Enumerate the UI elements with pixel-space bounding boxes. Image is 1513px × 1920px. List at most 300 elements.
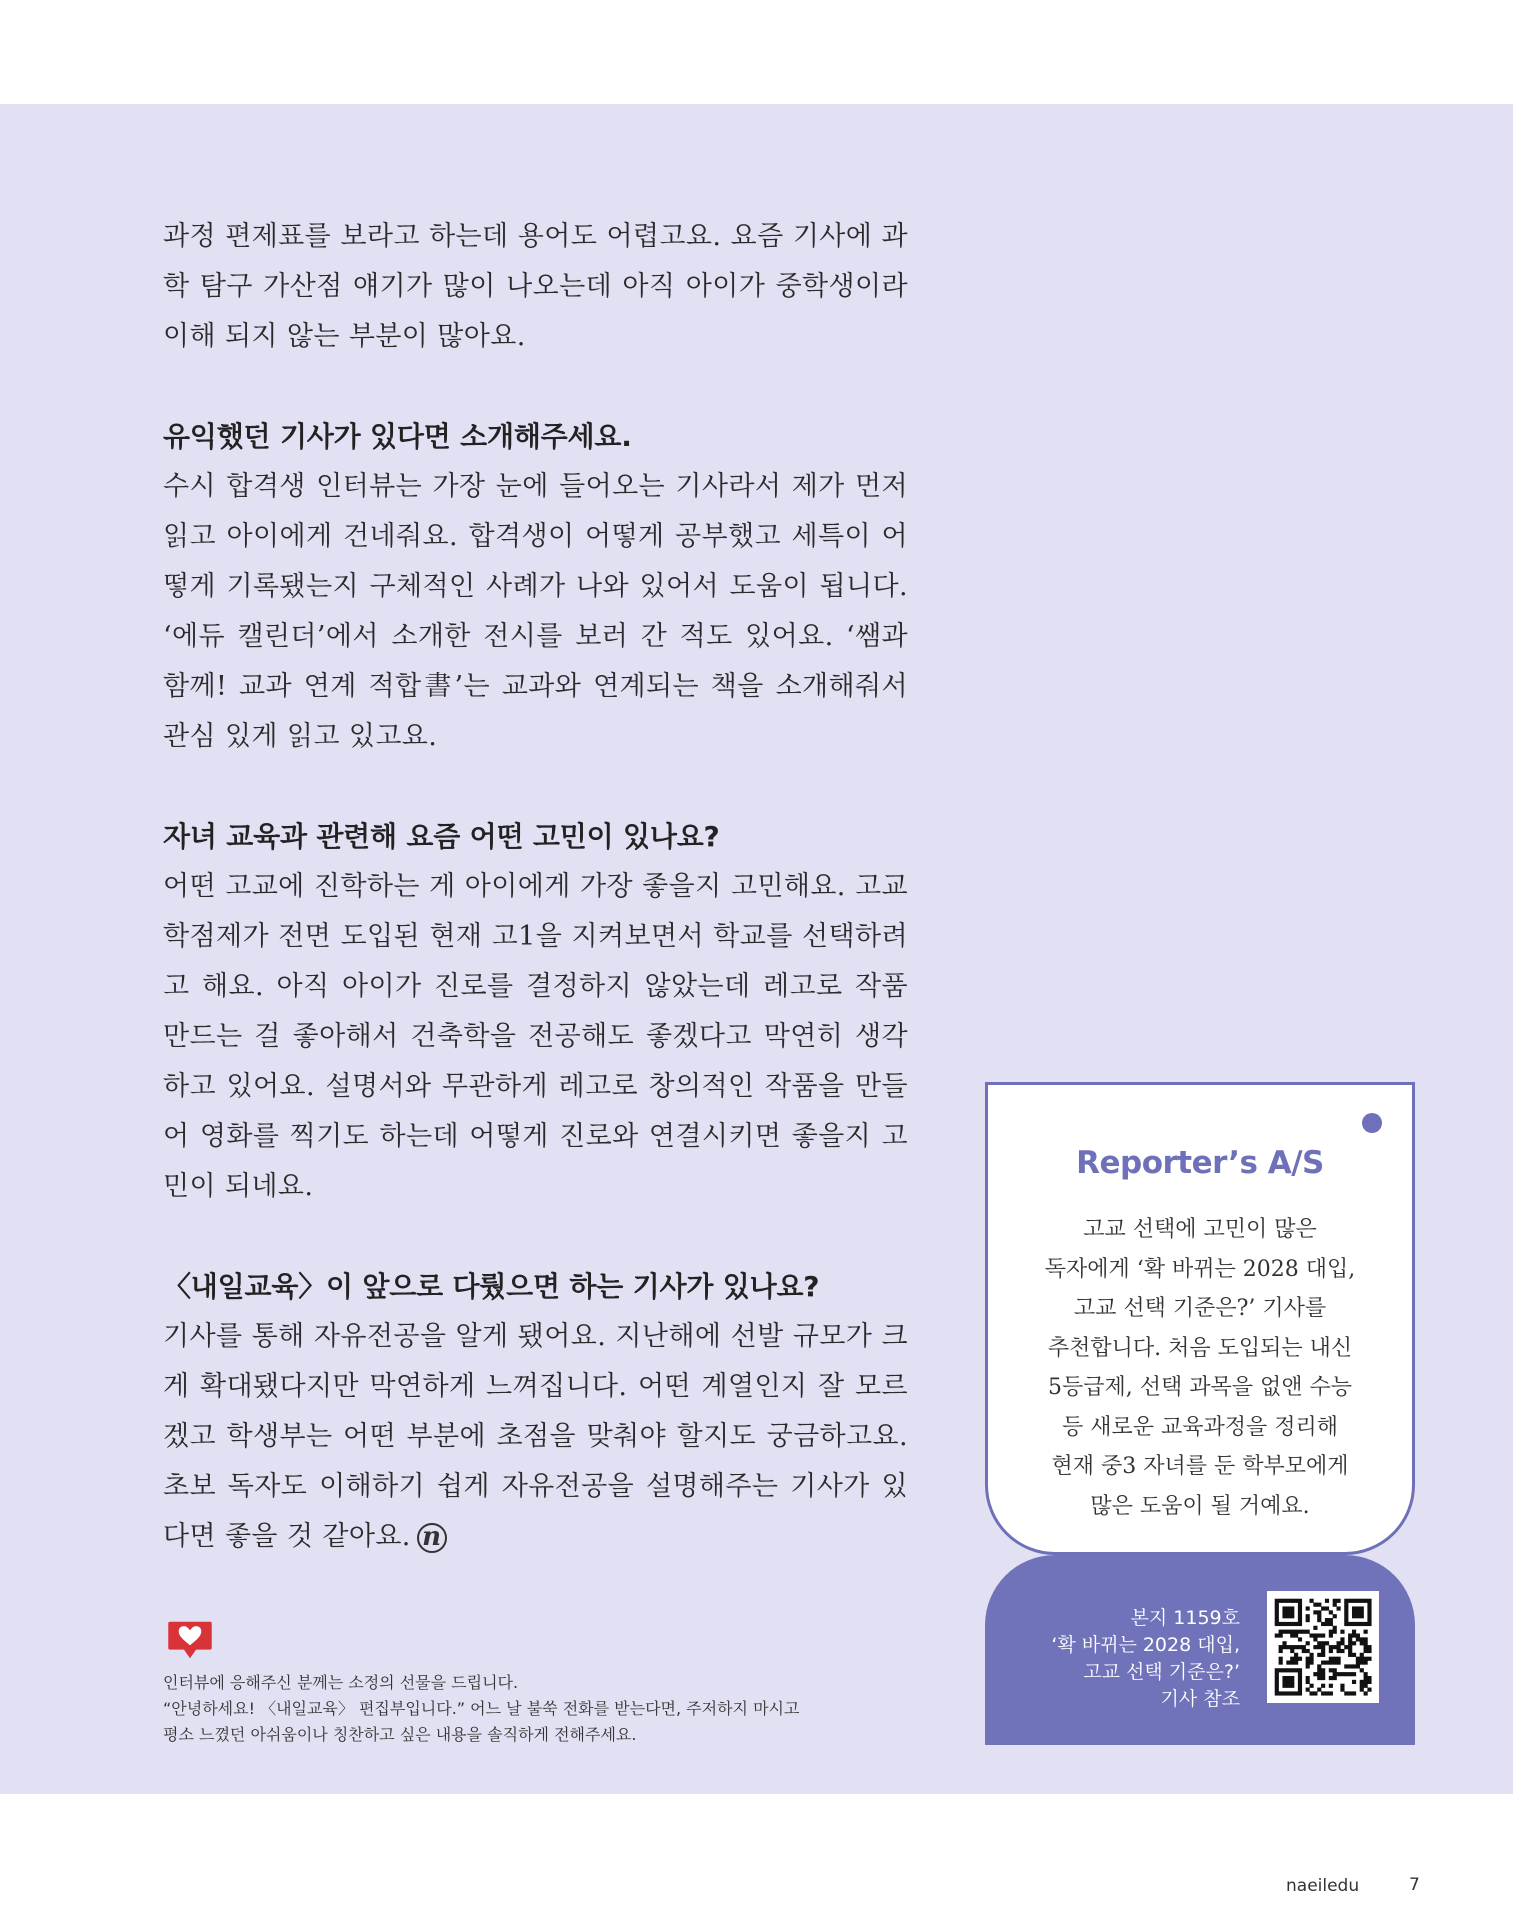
- qr-module: [1367, 1610, 1371, 1614]
- qr-module: [1329, 1633, 1333, 1637]
- qr-module: [1294, 1645, 1298, 1649]
- qr-module: [1367, 1649, 1371, 1653]
- qr-module: [1313, 1645, 1317, 1649]
- qr-module: [1352, 1680, 1356, 1684]
- qr-module: [1309, 1599, 1313, 1603]
- qr-module: [1309, 1653, 1313, 1657]
- question-3: 〈내일교육〉이 앞으로 다뤘으면 하는 기사가 있나요?: [163, 1270, 820, 1303]
- reference-line: 기사 참조: [1160, 1688, 1240, 1710]
- qr-module: [1317, 1676, 1321, 1680]
- qr-module: [1325, 1618, 1329, 1622]
- qr-module: [1298, 1622, 1302, 1626]
- qr-module: [1364, 1637, 1368, 1641]
- qr-module: [1360, 1637, 1364, 1641]
- qr-module: [1282, 1599, 1286, 1603]
- qr-module: [1275, 1688, 1279, 1692]
- qr-module: [1290, 1610, 1294, 1614]
- qr-module: [1344, 1672, 1348, 1676]
- qr-module: [1298, 1637, 1302, 1641]
- qr-module: [1321, 1649, 1325, 1653]
- qr-module: [1333, 1603, 1337, 1607]
- qr-module: [1275, 1676, 1279, 1680]
- qr-module: [1290, 1633, 1294, 1637]
- qr-module: [1298, 1610, 1302, 1614]
- qr-module: [1329, 1691, 1333, 1695]
- qr-module: [1352, 1641, 1356, 1645]
- qr-code-graphic: [1267, 1591, 1379, 1703]
- qr-module: [1344, 1664, 1348, 1668]
- qr-module: [1282, 1630, 1286, 1634]
- qr-module: [1329, 1622, 1333, 1626]
- qr-module: [1290, 1606, 1294, 1610]
- qr-module: [1286, 1622, 1290, 1626]
- qr-module: [1321, 1653, 1325, 1657]
- qr-module: [1348, 1649, 1352, 1653]
- qr-module: [1356, 1622, 1360, 1626]
- qr-module: [1333, 1645, 1337, 1649]
- qr-module: [1275, 1614, 1279, 1618]
- qr-module: [1298, 1603, 1302, 1607]
- card-line: 5등급제, 선택 과목을 없앤 수능: [1048, 1375, 1352, 1400]
- qr-module: [1344, 1618, 1348, 1622]
- qr-module: [1356, 1657, 1360, 1661]
- qr-module: [1333, 1630, 1337, 1634]
- qr-module: [1360, 1657, 1364, 1661]
- qr-module: [1340, 1688, 1344, 1692]
- qr-module: [1337, 1661, 1341, 1665]
- qr-module: [1352, 1672, 1356, 1676]
- qr-module: [1286, 1680, 1290, 1684]
- qr-module: [1286, 1684, 1290, 1688]
- qr-module: [1317, 1653, 1321, 1657]
- qr-module: [1275, 1684, 1279, 1688]
- qr-module: [1325, 1641, 1329, 1645]
- qr-module: [1279, 1645, 1283, 1649]
- qr-module: [1290, 1630, 1294, 1634]
- qr-module: [1367, 1622, 1371, 1626]
- qr-module: [1317, 1618, 1321, 1622]
- qr-module: [1306, 1657, 1310, 1661]
- qr-module: [1360, 1653, 1364, 1657]
- qr-module: [1290, 1668, 1294, 1672]
- qr-module: [1360, 1680, 1364, 1684]
- dot-icon: [1362, 1113, 1382, 1133]
- qr-module: [1298, 1680, 1302, 1684]
- qr-module: [1279, 1633, 1283, 1637]
- qr-module: [1344, 1610, 1348, 1614]
- qr-module: [1340, 1637, 1344, 1641]
- qr-module: [1364, 1641, 1368, 1645]
- qr-module: [1325, 1691, 1329, 1695]
- answer-3-wrap: [163, 1312, 908, 1562]
- qr-module: [1329, 1684, 1333, 1688]
- qr-module: [1317, 1688, 1321, 1692]
- qr-module: [1298, 1676, 1302, 1680]
- qr-module: [1313, 1610, 1317, 1614]
- qr-module: [1275, 1618, 1279, 1622]
- qr-module: [1294, 1657, 1298, 1661]
- qr-module: [1329, 1610, 1333, 1614]
- qr-module: [1275, 1668, 1279, 1672]
- qr-module: [1279, 1649, 1283, 1653]
- qr-module: [1333, 1676, 1337, 1680]
- reference-line: 고교 선택 기준은?’: [1083, 1661, 1240, 1683]
- qr-module: [1321, 1691, 1325, 1695]
- card-line: 추천합니다. 처음 도입되는 내신: [1047, 1335, 1353, 1361]
- qr-module: [1282, 1680, 1286, 1684]
- qr-module: [1282, 1691, 1286, 1695]
- qr-module: [1367, 1657, 1371, 1661]
- qr-module: [1313, 1626, 1317, 1630]
- qr-module: [1302, 1649, 1306, 1653]
- qr-module: [1298, 1691, 1302, 1695]
- qr-module: [1275, 1606, 1279, 1610]
- card-line: 등 새로운 교육과정을 정리해: [1061, 1414, 1338, 1440]
- qr-module: [1360, 1610, 1364, 1614]
- qr-module: [1279, 1661, 1283, 1665]
- qr-module: [1352, 1630, 1356, 1634]
- qr-module: [1321, 1672, 1325, 1676]
- qr-module: [1294, 1599, 1298, 1603]
- notice-line-1: 인터뷰에 응해주신 분께는 소정의 선물을 드립니다.: [163, 1673, 519, 1692]
- qr-module: [1317, 1672, 1321, 1676]
- qr-module: [1360, 1668, 1364, 1672]
- qr-module: [1306, 1606, 1310, 1610]
- qr-module: [1352, 1664, 1356, 1668]
- qr-module: [1294, 1653, 1298, 1657]
- qr-module: [1348, 1664, 1352, 1668]
- qr-module: [1309, 1691, 1313, 1695]
- qr-module: [1329, 1668, 1333, 1672]
- qr-module: [1348, 1641, 1352, 1645]
- qr-module: [1298, 1614, 1302, 1618]
- qr-module: [1286, 1614, 1290, 1618]
- qr-module: [1321, 1668, 1325, 1672]
- qr-module: [1321, 1606, 1325, 1610]
- intro-paragraph: 과정 편제표를 보라고 하는데 용어도 어렵고요. 요즘 기사에 과학 탐구 가산점 얘기가 많이 나오는데 아직 아이가 중학생이라 이해 되지 않는 부분이 많아요.: [163, 221, 908, 352]
- qr-module: [1313, 1633, 1317, 1637]
- qr-module: [1290, 1691, 1294, 1695]
- qr-module: [1290, 1680, 1294, 1684]
- qr-module: [1306, 1661, 1310, 1665]
- qr-module: [1356, 1614, 1360, 1618]
- qr-module: [1329, 1649, 1333, 1653]
- answer-2: 어떤 고교에 진학하는 게 아이에게 가장 좋을지 고민해요. 고교학점제가 전면 도입된 현재 고1을 지켜보면서 학교를 선택하려고 해요. 아직 아이가 진로를 결정하지 않았는데 레고로 작품 만드는 걸 좋아해서 건축학을 전공해도 좋겠다고 막연히 생각하고 있어요. 설명서와 무관하게 레고로 창의적인 작품을 만들어 영화를 찍기도 하는데 어떻게 진로와 연결시키면 좋을지 고민이 되네요.: [163, 871, 908, 1202]
- qr-module: [1286, 1645, 1290, 1649]
- qr-module: [1275, 1622, 1279, 1626]
- qr-module: [1325, 1622, 1329, 1626]
- qr-module: [1360, 1641, 1364, 1645]
- qr-module: [1290, 1622, 1294, 1626]
- qr-module: [1275, 1610, 1279, 1614]
- reference-box: [985, 1555, 1415, 1745]
- qr-module: [1344, 1606, 1348, 1610]
- qr-module: [1302, 1630, 1306, 1634]
- footer-brand: naeiledu: [1286, 1876, 1360, 1896]
- qr-module: [1367, 1680, 1371, 1684]
- qr-module: [1306, 1630, 1310, 1634]
- qr-module: [1298, 1684, 1302, 1688]
- qr-module: [1348, 1691, 1352, 1695]
- qr-module: [1329, 1618, 1333, 1622]
- qr-module: [1279, 1599, 1283, 1603]
- reporter-as-card: [985, 1082, 1415, 1555]
- qr-module: [1367, 1688, 1371, 1692]
- notice-text: [163, 1670, 843, 1748]
- qr-module: [1294, 1691, 1298, 1695]
- qr-module: [1360, 1622, 1364, 1626]
- qr-module: [1321, 1645, 1325, 1649]
- qr-module: [1367, 1599, 1371, 1603]
- qr-module: [1321, 1641, 1325, 1645]
- qr-module: [1298, 1645, 1302, 1649]
- qr-module: [1325, 1606, 1329, 1610]
- qr-module: [1364, 1622, 1368, 1626]
- qr-module: [1306, 1641, 1310, 1645]
- qr-module: [1279, 1622, 1283, 1626]
- qr-module: [1367, 1603, 1371, 1607]
- qr-module: [1279, 1657, 1283, 1661]
- qr-module: [1344, 1622, 1348, 1626]
- qr-module: [1317, 1641, 1321, 1645]
- qr-module: [1309, 1657, 1313, 1661]
- qr-module: [1337, 1599, 1341, 1603]
- answer-3: 기사를 통해 자유전공을 알게 됐어요. 지난해에 선발 규모가 크게 확대됐다지만 막연하게 느껴집니다. 어떤 계열인지 잘 모르겠고 학생부는 어떤 부분에 초점을 맞춰야 할지도 궁금하고요. 초보 독자도 이해하기 쉽게 자유전공을 설명해주는 기사가 있다면 좋을 것 같아요.: [163, 1321, 908, 1552]
- qr-module: [1321, 1661, 1325, 1665]
- notice-line-2: “안녕하세요! 〈내일교육〉 편집부입니다.” 어느 날 불쑥 전화를 받는다면, 주저하지 마시고: [163, 1699, 800, 1718]
- qr-module: [1360, 1614, 1364, 1618]
- qr-module: [1290, 1684, 1294, 1688]
- qr-module: [1329, 1630, 1333, 1634]
- qr-module: [1282, 1645, 1286, 1649]
- qr-module: [1294, 1630, 1298, 1634]
- qr-module: [1364, 1672, 1368, 1676]
- qr-module: [1348, 1637, 1352, 1641]
- qr-module: [1290, 1649, 1294, 1653]
- qr-module: [1282, 1610, 1286, 1614]
- qr-module: [1364, 1676, 1368, 1680]
- qr-module: [1317, 1610, 1321, 1614]
- qr-module: [1352, 1610, 1356, 1614]
- qr-module: [1325, 1599, 1329, 1603]
- reference-line: ‘확 바뀌는 2028 대입,: [1051, 1634, 1240, 1656]
- qr-module: [1286, 1661, 1290, 1665]
- notice-line-3: 평소 느꼈던 아쉬움이나 칭찬하고 싶은 내용을 솔직하게 전해주세요.: [163, 1725, 637, 1744]
- qr-module: [1286, 1691, 1290, 1695]
- qr-module: [1275, 1633, 1279, 1637]
- qr-module: [1344, 1691, 1348, 1695]
- qr-module: [1356, 1606, 1360, 1610]
- qr-module: [1298, 1668, 1302, 1672]
- qr-module: [1286, 1630, 1290, 1634]
- qr-module: [1275, 1603, 1279, 1607]
- qr-module: [1329, 1657, 1333, 1661]
- qr-module: [1360, 1661, 1364, 1665]
- qr-module: [1333, 1657, 1337, 1661]
- qr-module: [1317, 1614, 1321, 1618]
- qr-module: [1364, 1645, 1368, 1649]
- qr-module: [1348, 1633, 1352, 1637]
- qr-module: [1313, 1672, 1317, 1676]
- qr-module: [1356, 1599, 1360, 1603]
- qr-module: [1356, 1661, 1360, 1665]
- qr-module: [1344, 1614, 1348, 1618]
- qr-module: [1290, 1614, 1294, 1618]
- qr-module: [1333, 1668, 1337, 1672]
- qr-module: [1348, 1622, 1352, 1626]
- qr-module: [1321, 1676, 1325, 1680]
- qr-module: [1367, 1645, 1371, 1649]
- qr-module: [1286, 1668, 1290, 1672]
- card-line: 고교 선택 기준은?’ 기사를: [1073, 1296, 1327, 1321]
- qr-module: [1344, 1603, 1348, 1607]
- qr-module: [1317, 1603, 1321, 1607]
- qr-module: [1340, 1641, 1344, 1645]
- qr-module: [1360, 1684, 1364, 1688]
- qr-module: [1352, 1622, 1356, 1626]
- qr-module: [1348, 1645, 1352, 1649]
- qr-module: [1275, 1691, 1279, 1695]
- qr-module: [1352, 1606, 1356, 1610]
- qr-module: [1302, 1645, 1306, 1649]
- qr-module: [1309, 1633, 1313, 1637]
- qr-module: [1298, 1630, 1302, 1634]
- qr-code-icon[interactable]: [1267, 1591, 1379, 1703]
- qr-module: [1282, 1668, 1286, 1672]
- qr-module: [1367, 1618, 1371, 1622]
- qr-module: [1290, 1676, 1294, 1680]
- qr-module: [1364, 1649, 1368, 1653]
- qr-module: [1306, 1680, 1310, 1684]
- qr-module: [1367, 1676, 1371, 1680]
- qr-module: [1364, 1599, 1368, 1603]
- qr-module: [1348, 1672, 1352, 1676]
- qr-module: [1282, 1622, 1286, 1626]
- qr-module: [1337, 1606, 1341, 1610]
- question-2: 자녀 교육과 관련해 요즘 어떤 고민이 있나요?: [163, 820, 720, 853]
- heart-icon: [163, 1620, 217, 1660]
- qr-module: [1352, 1633, 1356, 1637]
- qr-module: [1364, 1684, 1368, 1688]
- qr-module: [1352, 1599, 1356, 1603]
- qr-module: [1352, 1691, 1356, 1695]
- qr-module: [1286, 1676, 1290, 1680]
- qr-module: [1333, 1626, 1337, 1630]
- qr-module: [1321, 1684, 1325, 1688]
- card-line: 많은 도움이 될 거예요.: [1090, 1493, 1310, 1519]
- qr-module: [1325, 1661, 1329, 1665]
- qr-module: [1275, 1672, 1279, 1676]
- qr-module: [1364, 1657, 1368, 1661]
- qr-module: [1275, 1599, 1279, 1603]
- qr-module: [1360, 1606, 1364, 1610]
- qr-module: [1356, 1610, 1360, 1614]
- qr-module: [1344, 1645, 1348, 1649]
- qr-module: [1344, 1599, 1348, 1603]
- qr-module: [1282, 1684, 1286, 1688]
- card-line: 현재 중3 자녀를 둔 학부모에게: [1051, 1454, 1349, 1479]
- qr-module: [1290, 1645, 1294, 1649]
- qr-module: [1306, 1618, 1310, 1622]
- qr-module: [1352, 1614, 1356, 1618]
- qr-module: [1356, 1637, 1360, 1641]
- qr-module: [1367, 1614, 1371, 1618]
- qr-module: [1356, 1633, 1360, 1637]
- qr-module: [1294, 1661, 1298, 1665]
- qr-module: [1282, 1676, 1286, 1680]
- qr-module: [1298, 1606, 1302, 1610]
- qr-module: [1340, 1630, 1344, 1634]
- qr-module: [1360, 1688, 1364, 1692]
- qr-module: [1279, 1630, 1283, 1634]
- page-number: 7: [1409, 1875, 1420, 1895]
- qr-module: [1298, 1657, 1302, 1661]
- end-mark-icon: n: [417, 1523, 447, 1553]
- qr-module: [1282, 1614, 1286, 1618]
- qr-module: [1337, 1641, 1341, 1645]
- qr-module: [1364, 1691, 1368, 1695]
- qr-module: [1298, 1672, 1302, 1676]
- qr-module: [1279, 1691, 1283, 1695]
- qr-module: [1360, 1599, 1364, 1603]
- reference-line: 본지 1159호: [1130, 1607, 1240, 1629]
- qr-module: [1337, 1645, 1341, 1649]
- qr-module: [1279, 1668, 1283, 1672]
- qr-module: [1306, 1664, 1310, 1668]
- qr-module: [1290, 1661, 1294, 1665]
- qr-module: [1313, 1637, 1317, 1641]
- qr-module: [1298, 1688, 1302, 1692]
- card-line: 독자에게 ‘확 바뀌는 2028 대입,: [1044, 1256, 1356, 1282]
- qr-module: [1298, 1599, 1302, 1603]
- qr-module: [1364, 1630, 1368, 1634]
- qr-module: [1298, 1618, 1302, 1622]
- question-1: 유익했던 기사가 있다면 소개해주세요.: [163, 420, 632, 453]
- qr-module: [1364, 1661, 1368, 1665]
- qr-module: [1294, 1633, 1298, 1637]
- qr-module: [1306, 1676, 1310, 1680]
- qr-module: [1348, 1653, 1352, 1657]
- qr-module: [1313, 1603, 1317, 1607]
- qr-module: [1317, 1668, 1321, 1672]
- qr-module: [1317, 1645, 1321, 1649]
- qr-module: [1352, 1653, 1356, 1657]
- qr-module: [1309, 1661, 1313, 1665]
- answer-1: 수시 합격생 인터뷰는 가장 눈에 들어오는 기사라서 제가 먼저 읽고 아이에게 건네줘요. 합격생이 어떻게 공부했고 세특이 어떻게 기록됐는지 구체적인 사례가 나와 있어서 도움이 됩니다. ‘에듀 캘린더’에서 소개한 전시를 보러 간 적도 있어요. ‘쌤과 함께! 교과 연계 적합書’는 교과와 연계되는 책을 소개해줘서 관심 있게 읽고 있고요.: [163, 471, 908, 752]
- qr-module: [1333, 1661, 1337, 1665]
- qr-module: [1286, 1610, 1290, 1614]
- qr-module: [1321, 1622, 1325, 1626]
- qr-module: [1329, 1661, 1333, 1665]
- qr-module: [1282, 1606, 1286, 1610]
- card-body: [1008, 1210, 1392, 1526]
- qr-module: [1282, 1641, 1286, 1645]
- card-title: Reporter’s A/S: [1076, 1145, 1324, 1181]
- qr-module: [1290, 1599, 1294, 1603]
- qr-module: [1309, 1684, 1313, 1688]
- reference-text: [1051, 1605, 1240, 1713]
- qr-module: [1337, 1649, 1341, 1653]
- qr-module: [1306, 1614, 1310, 1618]
- qr-module: [1348, 1599, 1352, 1603]
- qr-module: [1317, 1664, 1321, 1668]
- qr-module: [1340, 1649, 1344, 1653]
- qr-module: [1333, 1672, 1337, 1676]
- qr-module: [1340, 1684, 1344, 1688]
- qr-module: [1367, 1606, 1371, 1610]
- qr-module: [1286, 1599, 1290, 1603]
- qr-module: [1313, 1691, 1317, 1695]
